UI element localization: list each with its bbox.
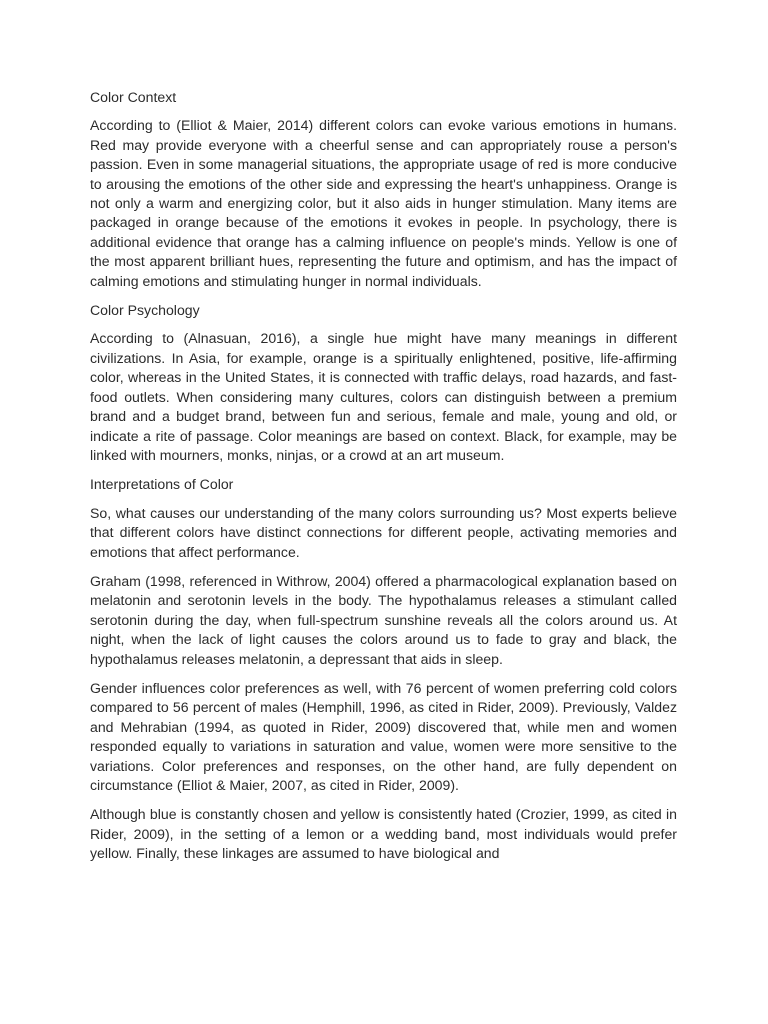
- heading-color-psychology: Color Psychology: [90, 302, 200, 319]
- paragraph-interpretations-2: Graham (1998, referenced in Withrow, 2004) offered a pharmacological explanation based on melatonin and serotonin levels in the body. The hypothalamus releases a stimulant called serotonin during the day, when full-spectrum sunshine reveals all the colors around us. At night, when the lack of light causes the colors around us to fade to gray and black, the hypothalamus releases melatonin, a depressant that aids in sleep.: [90, 572, 677, 667]
- paragraph-color-psychology: According to (Alnasuan, 2016), a single hue might have many meanings in different civilizations. In Asia, for example, orange is a spiritually enlightened, positive, life-affirming color, whereas in the United States, it is connected with traffic delays, road hazards, and fast-food outlets. When considering many cultures, colors can distinguish between a premium brand and a budget brand, between fun and serious, female and male, young and old, or indicate a rite of passage. Color meanings are based on context. Black, for example, may be linked with mourners, monks, ninjas, or a crowd at an art museum.: [90, 330, 677, 463]
- document-page: [90, 88, 677, 874]
- paragraph-color-context: According to (Elliot & Maier, 2014) different colors can evoke various emotions in humans. Red may provide everyone with a cheerful sense and can appropriately rouse a person's passion. Even in some managerial situations, the appropriate usage of red is more conducive to arousing the emotions of the other side and expressing the heart's unhappiness. Orange is not only a warm and energizing color, but it also aids in hunger stimulation. Many items are packaged in orange because of the emotions it evokes in people. In psychology, there is additional evidence that orange has a calming influence on people's minds. Yellow is one of the most apparent brilliant hues, representing the future and optimism, and has the impact of calming emotions and stimulating hunger in normal individuals.: [90, 117, 677, 289]
- heading-interpretations-of-color: Interpretations of Color: [90, 476, 234, 493]
- paragraph-interpretations-3: Gender influences color preferences as well, with 76 percent of women preferring cold colors compared to 56 percent of males (Hemphill, 1996, as cited in Rider, 2009). Previously, Valdez and Mehrabian (1994, as quoted in Rider, 2009) discovered that, while men and women responded equally to variations in saturation and value, women were more sensitive to the variations. Color preferences and responses, on the other hand, are fully dependent on circumstance (Elliot & Maier, 2007, as cited in Rider, 2009).: [90, 679, 677, 793]
- heading-color-context: Color Context: [90, 89, 177, 105]
- paragraph-interpretations-4: Although blue is constantly chosen and yellow is consistently hated (Crozier, 1999, as cited in Rider, 2009), in the setting of a lemon or a wedding band, most individuals would prefer yellow. Finally, these linkages are assumed to have biological and: [90, 806, 677, 862]
- paragraph-interpretations-1: So, what causes our understanding of the many colors surrounding us? Most experts believe that different colors have distinct connections for different people, activating memories and emotions that affect performance.: [90, 504, 677, 560]
